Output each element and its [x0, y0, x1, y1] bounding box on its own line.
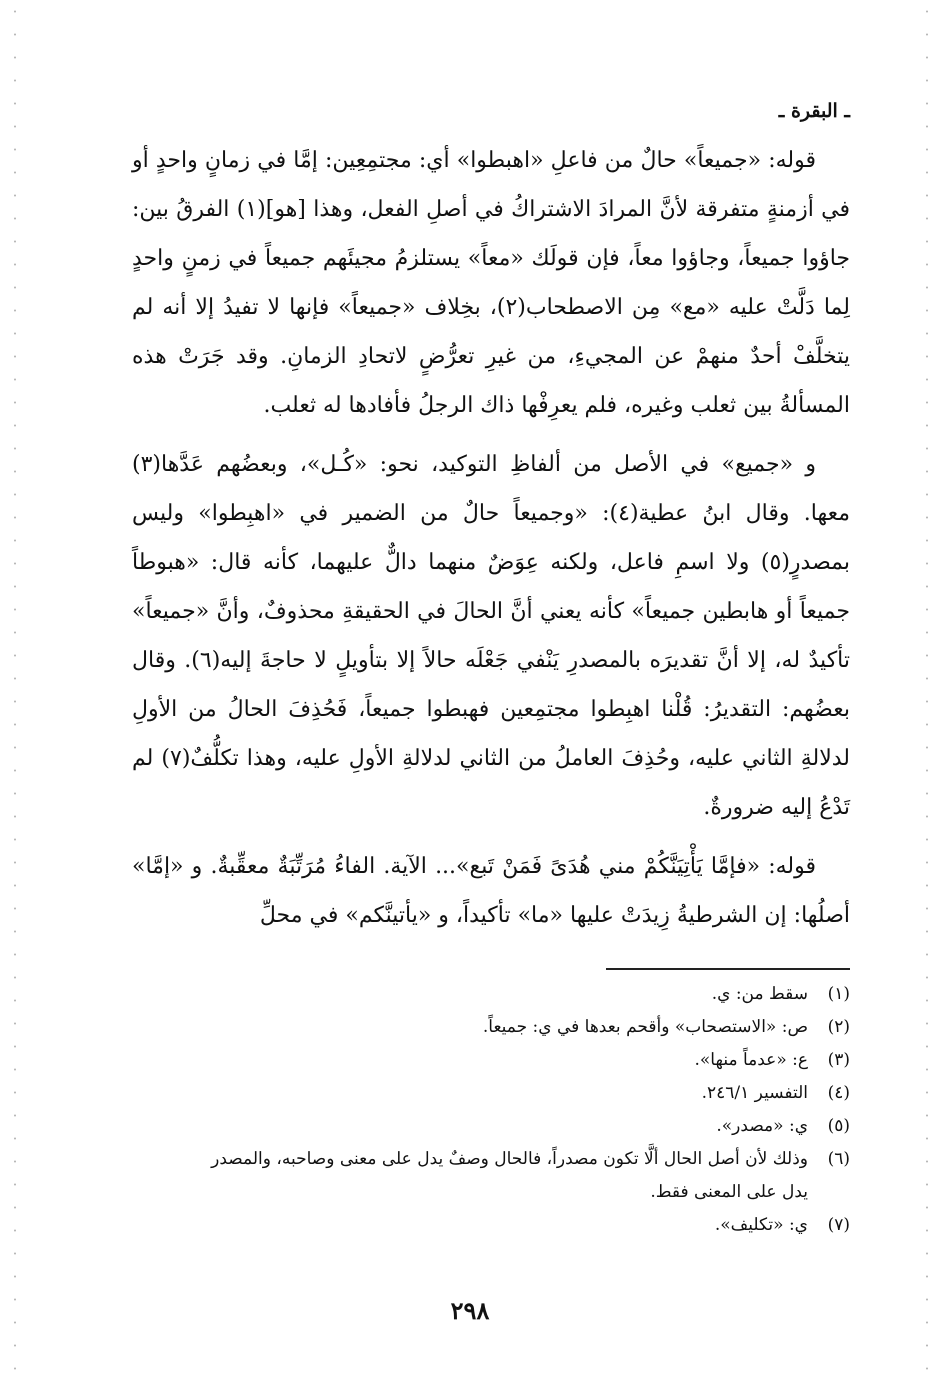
running-head: ـ البقرة ـ	[778, 100, 850, 122]
footnote-text: وذلك لأن أصل الحال ألَّا تكون مصدراً، فالحال وصفٌ يدل على معنى وصاحبه، والمصدر	[211, 1149, 808, 1169]
footnote	[122, 1110, 850, 1143]
paragraph: قوله: «فإمَّا يَأْتِيَنَّكُمْ مني هُدَىً فَمَنْ تَبع»... الآية. الفاءُ مُرَتِّبَةٌ معقِّبةٌ. و «إمَّا» أصلُها: إن الشرطيةُ زِيدَتْ عليها «ما» تأكيداً، و «يأتينَّكم» في محلِّ	[132, 854, 850, 928]
footnote	[122, 1143, 850, 1176]
footnote-separator	[606, 968, 850, 970]
page-edge-left	[14, 0, 16, 1373]
main-text	[132, 136, 850, 940]
footnote-number: (٧)	[827, 1215, 850, 1235]
footnote	[122, 1077, 850, 1110]
footnote	[122, 1209, 850, 1242]
footnote-text: سقط من: ي.	[711, 984, 808, 1004]
page-number: ٢٩٨	[450, 1296, 490, 1325]
footnote-number: (٣)	[827, 1050, 850, 1070]
page-edge-right	[926, 0, 928, 1373]
footnote	[122, 1011, 850, 1044]
footnote-text: ي: «تكليف».	[714, 1215, 808, 1235]
footnote-number: (٥)	[827, 1116, 850, 1136]
footnote-text: ي: «مصدر».	[716, 1116, 808, 1136]
footnotes	[122, 978, 850, 1242]
footnote-text: ص: «الاستصحاب» وأقحم بعدها في ي: جميعاً.	[482, 1017, 808, 1037]
footnote-number: (٦)	[827, 1149, 850, 1169]
paragraph: و «جميع» في الأصل من ألفاظِ التوكيد، نحو: «كُـل»، وبعضُهم عَدَّها(٣) معها. وقال ابنُ عطية(٤): «وجميعاً حالٌ من الضمير في «اهبِطوا» وليس بمصدرٍ(٥) ولا اسمِ فاعل، ولكنه عِوَضٌ منهما دالٌّ عليهما، كأنه قال: «هبوطاً جميعاً أو هابطين جميعاً» كأنه يعني أنَّ الحالَ في الحقيقةِ محذوفٌ، وأنَّ «جميعاً» تأكيدٌ له، إلا أنَّ تقديرَه بالمصدرِ يَنْفي جَعْلَه حالاً إلا بتأويلٍ لا حاجةَ إليه(٦). وقال بعضُهم: التقديرُ: قُلْنا اهبِطوا مجتمِعين فهبطوا جميعاً، فَحُذِفَ الحالُ من الأولِ لدلالةِ الثاني عليه، وحُذِفَ العاملُ من الثاني لدلالةِ الأولِ عليه، وهذا تكلُّفٌ(٧) لم تَدْعُ إليه ضرورةٌ.	[132, 452, 851, 820]
footnote-number: (١)	[827, 984, 850, 1004]
footnote-continuation: يدل على المعنى فقط.	[650, 1182, 808, 1202]
footnote-number: (٢)	[827, 1017, 850, 1037]
paragraph: قوله: «جميعاً» حالٌ من فاعلِ «اهبطوا» أي: مجتمِعِين: إمَّا في زمانٍ واحدٍ أو في أزمنةٍ متفرقة لأنَّ المرادَ الاشتراكُ في أصلِ الفعل، وهذا [هو](١) الفرقُ بين: جاؤوا جميعاً، وجاؤوا معاً، فإن قولَك «معاً» يستلزمُ مجيئَهم جميعاً في زمنٍ واحدٍ لِما دَلَّتْ عليه «مع» مِن الاصطحاب(٢)، بخِلاف «جميعاً» فإنها لا تفيدُ إلا أنه لم يتخلَّفْ أحدٌ منهمْ عن المجيءِ، من غيرِ تعرُّضٍ لاتحادِ الزمانِ. وقد جَرَتْ هذه المسألةُ بين ثعلب وغيره، فلم يعرِفْها ذاك الرجلُ فأفادها له ثعلب.	[132, 148, 850, 418]
footnote	[122, 1044, 850, 1077]
footnote-text: التفسير ٢٤٦/١.	[701, 1083, 808, 1103]
footnote-text: ع: «عدماً منها».	[694, 1050, 808, 1070]
footnote	[122, 978, 850, 1011]
footnote-number: (٤)	[827, 1083, 850, 1103]
